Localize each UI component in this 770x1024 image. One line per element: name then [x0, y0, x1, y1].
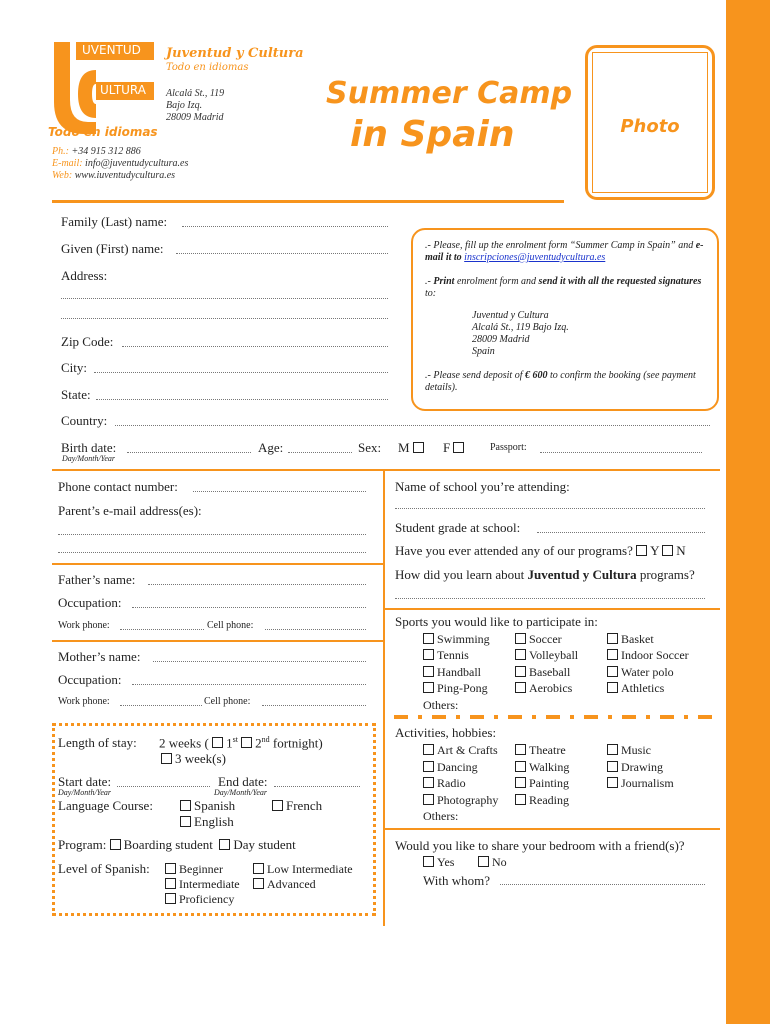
activity-label: Reading: [529, 793, 569, 807]
activity-option[interactable]: [423, 760, 478, 775]
day-student-checkbox[interactable]: [219, 839, 230, 850]
mailing-address-line: Alcalá St., 119 Bajo Izq.: [472, 322, 569, 333]
sport-checkbox[interactable]: [423, 682, 434, 693]
activity-checkbox[interactable]: [515, 794, 526, 805]
intermediate-label: Intermediate: [179, 877, 240, 891]
sport-option[interactable]: [423, 681, 488, 696]
learn-about-question: [395, 567, 695, 583]
sport-checkbox[interactable]: [515, 682, 526, 693]
english-label: English: [194, 814, 234, 829]
photo-box[interactable]: [585, 45, 715, 200]
level-advanced[interactable]: [253, 877, 316, 892]
spanish-label: Spanish: [194, 798, 236, 813]
state-field[interactable]: [96, 399, 388, 400]
instruction-3: [425, 370, 705, 394]
sport-option[interactable]: [607, 632, 654, 647]
end-date-hint: Day/Month/Year: [214, 788, 268, 797]
activity-label: Theatre: [529, 743, 566, 757]
mother-occupation-label: Occupation:: [58, 672, 122, 687]
age-label: Age:: [258, 440, 284, 455]
sport-checkbox[interactable]: [515, 649, 526, 660]
advanced-checkbox[interactable]: [253, 878, 264, 889]
mother-name-field[interactable]: [153, 661, 366, 662]
sex-m-option[interactable]: [398, 440, 427, 456]
activity-label: Art & Crafts: [437, 743, 498, 757]
sport-option[interactable]: [607, 665, 674, 680]
phone-label: Ph.:: [52, 146, 69, 157]
two-weeks-option: [159, 735, 323, 751]
activity-checkbox[interactable]: [515, 744, 526, 755]
level-low-intermediate[interactable]: [253, 862, 353, 877]
bedroom-yes-label: Yes: [437, 855, 455, 869]
activity-checkbox[interactable]: [423, 744, 434, 755]
activity-checkbox[interactable]: [515, 761, 526, 772]
attended-question: [395, 543, 686, 559]
activity-option[interactable]: [607, 743, 651, 758]
instruction-1: [425, 240, 705, 264]
father-occupation-label: Occupation:: [58, 595, 122, 610]
activity-checkbox[interactable]: [607, 761, 618, 772]
three-weeks-checkbox[interactable]: [161, 753, 172, 764]
sex-f-checkbox[interactable]: [453, 442, 464, 453]
sport-option[interactable]: [515, 681, 572, 696]
grade-label: Student grade at school:: [395, 520, 521, 535]
attended-yes-checkbox[interactable]: [636, 545, 647, 556]
sport-label: Tennis: [437, 648, 469, 662]
english-option[interactable]: [180, 814, 234, 830]
sport-label: Soccer: [529, 632, 562, 646]
activities-title: Activities, hobbies:: [395, 725, 497, 740]
activity-checkbox[interactable]: [423, 761, 434, 772]
bedroom-yes-checkbox[interactable]: [423, 856, 434, 867]
contact-info: [52, 146, 188, 182]
instruction-1-text: .- Please, fill up the enrolment form “Summer Camp in Spain” and: [425, 240, 696, 251]
divider: [383, 828, 720, 830]
language-course-label: Language Course:: [58, 798, 153, 813]
start-date-hint: Day/Month/Year: [58, 788, 112, 797]
instruction-2-text-b: enrolment form and: [454, 276, 539, 287]
sport-checkbox[interactable]: [607, 682, 618, 693]
sport-option[interactable]: [515, 648, 578, 663]
given-name-field[interactable]: [176, 253, 388, 254]
bedroom-no-option[interactable]: [478, 855, 507, 870]
activity-option[interactable]: [423, 776, 466, 791]
instruction-2-bold-b: send it with all the requested signatures: [538, 276, 702, 287]
sport-label: Volleyball: [529, 648, 579, 662]
with-whom-field[interactable]: [500, 884, 705, 885]
grade-field[interactable]: [537, 532, 705, 533]
sport-checkbox[interactable]: [607, 633, 618, 644]
father-name-field[interactable]: [148, 584, 366, 585]
french-label: French: [286, 798, 323, 813]
activity-checkbox[interactable]: [607, 744, 618, 755]
dashed-divider: [394, 715, 720, 719]
passport-label: Passport:: [490, 442, 527, 453]
activity-checkbox[interactable]: [423, 777, 434, 788]
family-name-field[interactable]: [182, 226, 388, 227]
sport-checkbox[interactable]: [423, 649, 434, 660]
proficiency-checkbox[interactable]: [165, 893, 176, 904]
attended-text: Have you ever attended any of our programs?: [395, 543, 633, 558]
age-field[interactable]: [288, 452, 352, 453]
mother-work-phone-field[interactable]: [120, 705, 202, 706]
instruction-3-text: .- Please send deposit of: [425, 370, 525, 381]
father-work-phone-field[interactable]: [120, 629, 204, 630]
mailing-address-line: Juventud y Cultura: [472, 310, 549, 321]
logo-text-bottom: ULTURA: [100, 83, 146, 97]
parent-email-field-1[interactable]: [58, 534, 366, 535]
boarding-label: Boarding student: [123, 837, 213, 852]
sport-checkbox[interactable]: [607, 666, 618, 677]
sport-checkbox[interactable]: [515, 633, 526, 644]
web-label: Web:: [52, 170, 73, 181]
address-field-1[interactable]: [61, 298, 388, 299]
country-field[interactable]: [115, 425, 710, 426]
column-divider: [383, 471, 385, 926]
header-divider: [52, 200, 564, 203]
activity-label: Photography: [437, 793, 499, 807]
address-line: Alcalá St., 119: [166, 88, 225, 99]
sex-label: Sex:: [358, 440, 382, 455]
state-label: State:: [61, 387, 91, 402]
father-cell-phone-field[interactable]: [265, 629, 366, 630]
attended-no-checkbox[interactable]: [662, 545, 673, 556]
english-checkbox[interactable]: [180, 816, 191, 827]
phone-contact-field[interactable]: [193, 491, 366, 492]
sports-title: Sports you would like to participate in:: [395, 614, 598, 629]
mother-cell-phone-field[interactable]: [262, 705, 366, 706]
sport-checkbox[interactable]: [515, 666, 526, 677]
spanish-checkbox[interactable]: [180, 800, 191, 811]
spanish-option[interactable]: [180, 798, 235, 814]
address-line: Bajo Izq.: [166, 100, 203, 111]
instruction-2-text: .-: [425, 276, 434, 287]
given-name-label: Given (First) name:: [61, 241, 164, 256]
zip-label: Zip Code:: [61, 334, 114, 349]
day-student-label: Day student: [233, 837, 296, 852]
level-intermediate[interactable]: [165, 877, 240, 892]
sport-label: Indoor Soccer: [621, 648, 689, 662]
activity-checkbox[interactable]: [423, 794, 434, 805]
low-intermediate-label: Low Intermediate: [267, 862, 353, 876]
sex-f-label: F: [443, 440, 451, 455]
address-field-2[interactable]: [61, 318, 388, 319]
beginner-checkbox[interactable]: [165, 863, 176, 874]
mailing-address: [472, 310, 705, 358]
activity-label: Radio: [437, 776, 466, 790]
instruction-3-text-b: to confirm the booking (see payment details).: [425, 370, 696, 393]
sport-option[interactable]: [423, 648, 469, 663]
family-name-label: Family (Last) name:: [61, 214, 168, 229]
divider: [52, 640, 383, 642]
activity-label: Drawing: [621, 760, 663, 774]
parent-email-label: Parent’s e-mail address(es):: [58, 503, 202, 518]
activity-option[interactable]: [515, 776, 569, 791]
bedroom-question: Would you like to share your bedroom with a friend(s)?: [395, 838, 685, 853]
activity-option[interactable]: [607, 776, 674, 791]
length-of-stay-label: Length of stay:: [58, 735, 137, 750]
activity-checkbox[interactable]: [607, 777, 618, 788]
orange-sidebar: [726, 0, 770, 1024]
sport-label: Aerobics: [529, 681, 573, 695]
activity-label: Journalism: [621, 776, 674, 790]
three-weeks-label: 3 week(s): [175, 751, 226, 766]
birth-date-field[interactable]: [127, 452, 251, 453]
sport-option[interactable]: [607, 648, 689, 663]
sex-f-option[interactable]: [443, 440, 467, 456]
address-label: Address:: [61, 268, 108, 283]
activities-others-label: Others:: [423, 809, 459, 823]
instructions-box: [411, 228, 719, 411]
activity-label: Music: [621, 743, 651, 757]
instruction-2-text-c: to:: [425, 288, 437, 299]
section-divider: [52, 469, 720, 471]
birth-date-label: Birth date:: [61, 440, 117, 455]
mailing-address-line: 28009 Madrid: [472, 334, 530, 345]
learn-text: How did you learn about: [395, 567, 528, 582]
email-label: E-mail:: [52, 158, 83, 169]
activity-checkbox[interactable]: [515, 777, 526, 788]
activity-label: Painting: [529, 776, 570, 790]
attended-yes-label: Y: [650, 543, 660, 558]
enrolment-email-link[interactable]: inscripciones@juventudycultura.es: [464, 252, 606, 263]
first-sup: st: [232, 735, 238, 744]
bedroom-no-label: No: [492, 855, 507, 869]
sport-label: Handball: [437, 665, 481, 679]
father-cell-phone-label: Cell phone:: [207, 620, 254, 631]
low-intermediate-checkbox[interactable]: [253, 863, 264, 874]
start-date-field[interactable]: [117, 786, 210, 787]
start-date-label: Start date:: [58, 774, 112, 789]
sport-label: Swimming: [437, 632, 490, 646]
activity-option[interactable]: [423, 793, 498, 808]
city-field[interactable]: [94, 372, 388, 373]
title-line1: Summer Camp: [326, 76, 573, 111]
activity-option[interactable]: [515, 760, 569, 775]
learn-about-field[interactable]: [395, 598, 705, 599]
parent-email-field-2[interactable]: [58, 552, 366, 553]
activity-option[interactable]: [515, 793, 569, 808]
level-label: Level of Spanish:: [58, 861, 150, 876]
phone-contact-label: Phone contact number:: [58, 479, 178, 494]
french-checkbox[interactable]: [272, 800, 283, 811]
city-label: City:: [61, 360, 88, 375]
activity-option[interactable]: [607, 760, 663, 775]
learn-brand: Juventud y Cultura: [527, 567, 637, 582]
brand-tagline: Todo en idiomas: [166, 62, 249, 73]
school-name-label: Name of school you’re attending:: [395, 479, 570, 494]
sport-label: Basket: [621, 632, 654, 646]
activity-label: Dancing: [437, 760, 478, 774]
program-label: [58, 837, 296, 853]
program-text: Program:: [58, 837, 107, 852]
sport-checkbox[interactable]: [423, 666, 434, 677]
end-date-field[interactable]: [274, 786, 360, 787]
first-fortnight-checkbox[interactable]: [212, 737, 223, 748]
sport-checkbox[interactable]: [423, 633, 434, 644]
sport-option[interactable]: [607, 681, 664, 696]
beginner-label: Beginner: [179, 862, 223, 876]
deposit-amount: € 600: [524, 370, 548, 381]
instruction-2-bold: Print: [433, 276, 455, 287]
french-option[interactable]: [272, 798, 322, 814]
sport-label: Baseball: [529, 665, 571, 679]
advanced-label: Advanced: [267, 877, 316, 891]
bedroom-no-checkbox[interactable]: [478, 856, 489, 867]
divider: [52, 563, 383, 565]
boarding-checkbox[interactable]: [110, 839, 121, 850]
country-label: Country:: [61, 413, 108, 428]
father-work-phone-label: Work phone:: [58, 620, 110, 631]
web-value[interactable]: www.iuventudycultura.es: [74, 170, 176, 181]
fortnight-label: fortnight): [272, 735, 323, 751]
sex-m-checkbox[interactable]: [413, 442, 424, 453]
email-value[interactable]: info@juventudycultura.es: [85, 158, 189, 169]
birth-date-hint: Day/Month/Year: [62, 454, 116, 463]
father-name-label: Father’s name:: [58, 572, 136, 587]
first-label: 1: [226, 735, 233, 751]
mailing-address-line: Spain: [472, 346, 495, 357]
sport-label: Athletics: [621, 681, 665, 695]
school-name-field[interactable]: [395, 508, 705, 509]
second-label: 2: [255, 735, 262, 751]
mother-name-label: Mother’s name:: [58, 649, 141, 664]
sport-option[interactable]: [423, 665, 481, 680]
zip-field[interactable]: [122, 346, 388, 347]
sport-label: Water polo: [621, 665, 674, 679]
sports-others-label: Others:: [423, 698, 459, 712]
level-beginner[interactable]: [165, 862, 223, 877]
sport-option[interactable]: [423, 632, 490, 647]
learn-text-b: programs?: [636, 567, 695, 582]
attended-no-label: N: [676, 543, 686, 558]
mother-occupation-field[interactable]: [132, 684, 366, 685]
sport-option[interactable]: [515, 665, 570, 680]
mother-work-phone-label: Work phone:: [58, 696, 110, 707]
title-line2: in Spain: [350, 114, 515, 155]
divider: [383, 608, 720, 610]
sport-option[interactable]: [515, 632, 562, 647]
proficiency-label: Proficiency: [179, 892, 235, 906]
second-fortnight-checkbox[interactable]: [241, 737, 252, 748]
phone-value: +34 915 312 886: [71, 146, 141, 157]
logo-tagline: Todo en idiomas: [48, 125, 158, 139]
photo-label: Photo: [620, 116, 680, 137]
activity-option[interactable]: [423, 743, 498, 758]
passport-field[interactable]: [540, 452, 702, 453]
second-sup: nd: [261, 735, 270, 744]
company-address: [166, 88, 224, 124]
logo-text-top: UVENTUD: [82, 43, 141, 57]
address-line: 28009 Madrid: [166, 112, 224, 123]
intermediate-checkbox[interactable]: [165, 878, 176, 889]
bedroom-yes-option[interactable]: [423, 855, 454, 870]
three-weeks-option[interactable]: [161, 751, 226, 767]
mother-cell-phone-label: Cell phone:: [204, 696, 251, 707]
instruction-1-bold: e-mail it to: [425, 240, 704, 263]
two-weeks-label: 2 weeks (: [159, 735, 209, 751]
sport-checkbox[interactable]: [607, 649, 618, 660]
level-proficiency[interactable]: [165, 892, 234, 907]
sex-m-label: M: [398, 440, 410, 455]
with-whom-label: With whom?: [423, 873, 490, 888]
brand-name: Juventud y Cultura: [166, 46, 304, 61]
activity-label: Walking: [529, 760, 570, 774]
father-occupation-field[interactable]: [132, 607, 366, 608]
activity-option[interactable]: [515, 743, 566, 758]
end-date-label: End date:: [218, 774, 268, 789]
sport-label: Ping-Pong: [437, 681, 488, 695]
instruction-2: [425, 276, 705, 300]
